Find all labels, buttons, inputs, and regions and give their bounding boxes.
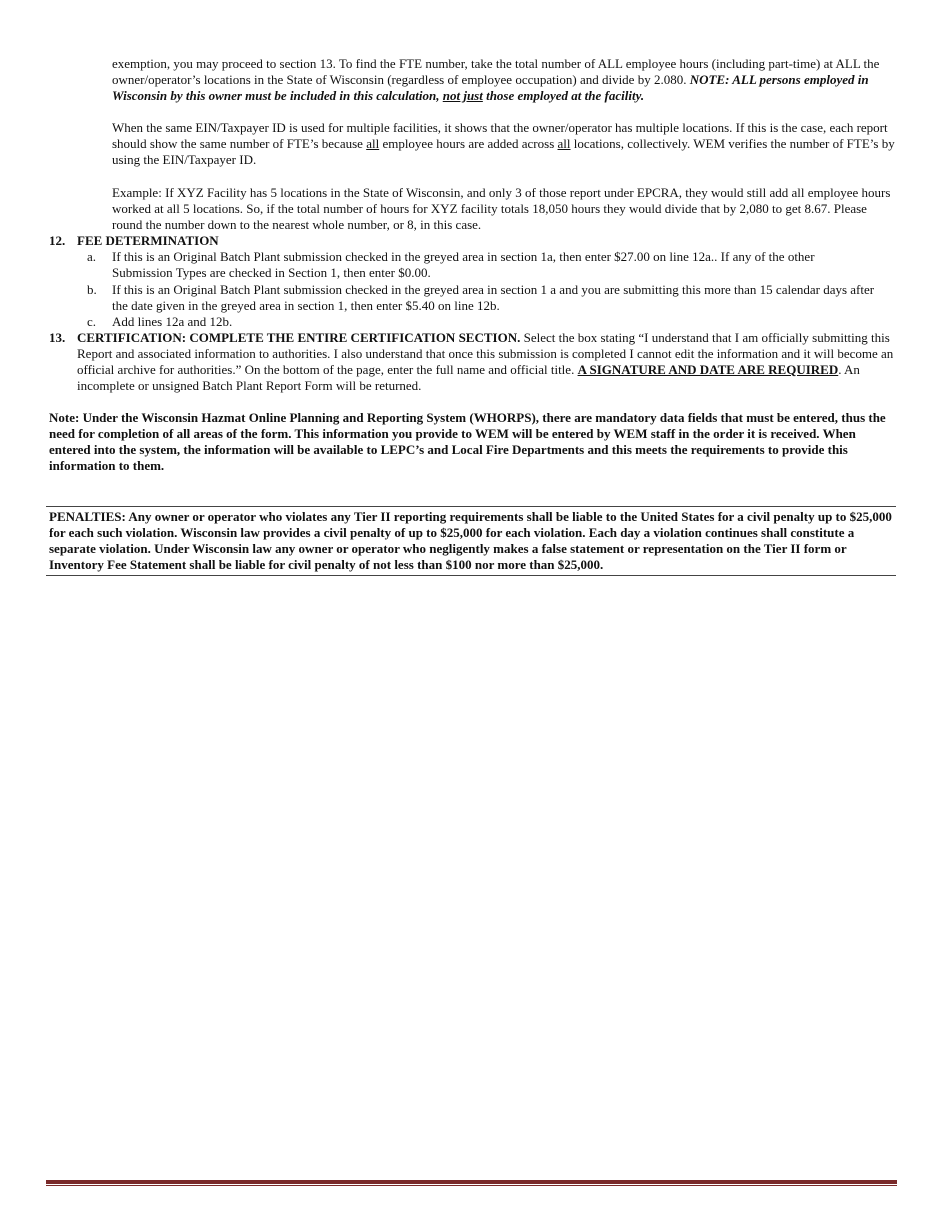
section-12-number: 12.	[49, 233, 66, 248]
section-12-item-b	[87, 282, 877, 314]
section-13-number: 13.	[49, 330, 66, 345]
penalties-box: PENALTIES: Any owner or operator who violates any Tier II reporting requirements shall be liable to the United States for a civil penalty up to $25,000 for each such violation. Wisconsin law provides a civil penalty of up to $25,000 for each violation. Each day a violation continues shall constitute a separate violation. Under Wisconsin law any owner or operator who negligently makes a false statement or representation on the Tier II form or Inventory Fee Statement shall be liable for civil penalty of not less than $100 nor more than $25,000.	[46, 506, 896, 576]
item-text: If this is an Original Batch Plant submission checked in the greyed area in section 1 a and you are submitting this more than 15 calendar days after the date given in the greyed area in section 1, then enter $5.40 on line 12b.	[112, 282, 875, 313]
fte-text: exemption, you may proceed to section 13. To find the FTE number, take the total number of ALL employee hours (including part-time) at ALL the owner/operator’s locations in the State of Wisconsin (regardless of employee occupation) and divide by 2.080.	[112, 56, 880, 87]
fte-note: NOTE: ALL persons employed in Wisconsin by this owner must be included in this calculation,	[112, 72, 869, 103]
section-13-required: A SIGNATURE AND DATE ARE REQUIRED	[577, 362, 839, 377]
section-13-tail: . An incomplete or unsigned Batch Plant Report Form will be returned.	[77, 362, 860, 393]
item-letter: b.	[87, 282, 97, 297]
item-text: Add lines 12a and 12b.	[112, 314, 233, 329]
item-letter: c.	[87, 314, 97, 329]
whorps-note: Note: Under the Wisconsin Hazmat Online Planning and Reporting System (WHORPS), there are mandatory data fields that must be entered, thus the need for completion of all areas of the form. This information you provide to WEM will be entered by WEM staff in the order it is received. When entered into the system, the information will be available to LEPC’s and Local Fire Departments and this meets the requirements to provide this information to them.	[49, 410, 886, 473]
fte-note-underlined: not just	[442, 88, 483, 103]
ein-text-1: When the same EIN/Taxpayer ID is used for multiple facilities, it shows that the owner/operator has multiple locations. If this is the case, each report should show the same number of FTE’s because	[112, 120, 888, 151]
section-13	[49, 330, 897, 394]
ein-text-2: employee hours are added across	[379, 136, 558, 151]
ein-underline-1: all	[366, 136, 380, 151]
footer-rule-thin	[46, 1185, 897, 1186]
ein-text-3: locations, collectively. WEM verifies the number of FTE’s by using the EIN/Taxpayer ID.	[112, 136, 895, 167]
fte-paragraph	[112, 56, 896, 104]
item-letter: a.	[87, 249, 97, 264]
section-13-text	[77, 330, 897, 394]
section-12-item-a	[87, 249, 877, 281]
fte-note-end: those employed at the facility.	[482, 88, 645, 103]
section-13-body: Select the box stating “I understand that I am officially submitting this Report and associated information to authorities. I also understand that once this submission is completed I cannot edit the information and it will become an official archive for authorities.” On the bottom of the page, enter the full name and official title.	[77, 330, 894, 377]
section-12-item-c	[87, 314, 877, 330]
ein-underline-2: all	[557, 136, 571, 151]
section-12-heading	[49, 233, 897, 249]
example-paragraph: Example: If XYZ Facility has 5 locations in the State of Wisconsin, and only 3 of those report under EPCRA, they would still add all employee hours worked at all 5 locations. So, if the total number of hours for XYZ facility totals 18,050 hours they would divide that by 2,080 to get 8.67. Please round the number down to the nearest whole number, or 8, in this case.	[112, 185, 891, 232]
footer-rule	[46, 1180, 897, 1184]
item-text: If this is an Original Batch Plant submission checked in the greyed area in section 1a, then enter $27.00 on line 12a.. If any of the other Submission Types are checked in Section 1, then enter $0.00.	[112, 249, 815, 280]
section-13-title: CERTIFICATION: COMPLETE THE ENTIRE CERTIFICATION SECTION.	[77, 330, 521, 345]
section-12-title: FEE DETERMINATION	[77, 233, 219, 248]
ein-paragraph	[112, 120, 896, 168]
